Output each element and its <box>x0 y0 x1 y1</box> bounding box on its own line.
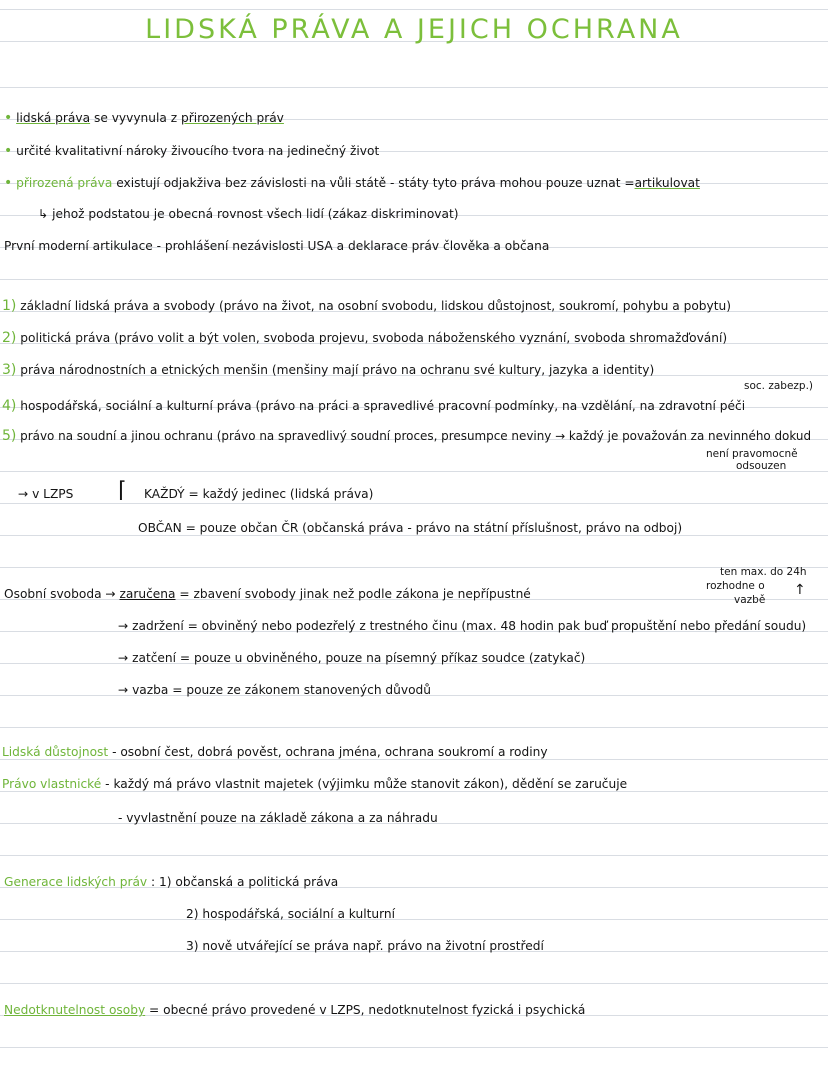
lzps-kazdy <box>144 486 373 502</box>
category-3 <box>2 362 654 378</box>
generation-item-3: 3) nově utvářející se práva např. právo na životní prostředí <box>186 939 544 953</box>
vazba: → vazba = pouze ze zákonem stanovených důvodů <box>118 683 432 697</box>
text: určité kvalitativní nároky živoucího tvora na jedinečný život <box>16 144 380 158</box>
zadrzeni: → zadržení = obviněný nebo podezřelý z trestného činu (max. 48 hodin pak buď propuštění nebo předání soudu) <box>118 619 807 633</box>
text: práva národnostních a etnických menšin (menšiny mají právo na ochranu své kultury, jazyka a identity) <box>20 363 655 377</box>
term-generations: Generace lidských práv <box>4 875 148 889</box>
presumption-note-1: není pravomocně <box>706 448 798 460</box>
category-5 <box>2 428 811 444</box>
page-title: LIDSKÁ PRÁVA A JEJICH OCHRANA <box>145 14 683 45</box>
generation-item-2: 2) hospodářská, sociální a kulturní <box>186 907 396 921</box>
bullet-dot: • <box>4 143 13 159</box>
property <box>2 776 627 792</box>
bullet-claims <box>4 143 379 159</box>
number: 1) <box>2 298 17 314</box>
text: = pouze občan ČR (občanská práva - právo na státní příslušnost, právo na odboj) <box>185 521 683 535</box>
term-natural-rights: přirozených práv <box>181 111 284 125</box>
bracket-icon: ⌈ <box>118 478 127 503</box>
property-sub: - vyvlastnění pouze na základě zákona a za náhradu <box>118 811 438 825</box>
number: 5) <box>2 428 17 444</box>
text: právo na soudní a jinou ochranu (právo na spravedlivý soudní proces, presumpce neviny → každý je považován za nevinného dokud <box>20 429 812 443</box>
text: se vyvynula z <box>93 111 178 125</box>
bullet-natural-rights-origin <box>4 110 284 126</box>
generations <box>4 874 338 890</box>
arrow-up-icon: ↑ <box>794 582 806 598</box>
term-natural-rights-highlight: přirozená práva <box>16 176 113 190</box>
dignity <box>2 744 548 760</box>
lzps-obcan <box>138 520 682 536</box>
bullet-dot: • <box>4 175 13 191</box>
inviolability <box>4 1002 585 1018</box>
text: základní lidská práva a svobody (právo na život, na osobní svobodu, lidskou důstojnost, soukromí, pohybu a pobytu) <box>20 299 731 313</box>
text: - osobní čest, dobrá pověst, ochrana jména, ochrana soukromí a rodiny <box>112 745 548 759</box>
generation-item: 1) občanská a politická práva <box>159 875 339 889</box>
soc-note: soc. zabezp.) <box>744 380 814 392</box>
number: 4) <box>2 398 17 414</box>
text: existují odjakživa bez závislosti na vůli státě - státy tyto práva mohou pouze uznat = <box>116 176 635 190</box>
term-personal-freedom: Osobní svoboda → <box>4 587 116 601</box>
presumption-note-2: odsouzen <box>736 460 787 472</box>
term-inviolability: Nedotknutelnost osoby <box>4 1003 146 1017</box>
bullet-natural-rights <box>4 175 700 191</box>
term-dignity: Lidská důstojnost <box>2 745 109 759</box>
personal-freedom <box>4 586 531 602</box>
zatceni: → zatčení = pouze u obviněného, pouze na písemný příkaz soudce (zatykač) <box>118 651 586 665</box>
custody-note-1: ten max. do 24h <box>720 566 807 578</box>
category-1 <box>2 298 731 314</box>
number: 3) <box>2 362 17 378</box>
term-property: Právo vlastnické <box>2 777 102 791</box>
term-human-rights: lidská práva <box>16 111 91 125</box>
text: politická práva (právo volit a být volen, svoboda projevu, svoboda náboženského vyznání, svoboda shromažďování) <box>20 331 728 345</box>
category-4 <box>2 398 745 414</box>
text: hospodářská, sociální a kulturní práva (právo na práci a spravedlivé pracovní podmínky, na vzdělání, na zdravotní péči <box>20 399 746 413</box>
natural-rights-subpoint: ↳ jehož podstatou je obecná rovnost všech lidí (zákaz diskriminovat) <box>38 207 459 221</box>
category-2 <box>2 330 727 346</box>
lzps-label: → v LZPS <box>18 487 74 501</box>
text: = zbavení svobody jinak než podle zákona je nepřípustné <box>179 587 531 601</box>
custody-note-3: vazbě <box>734 594 766 606</box>
term-kazdy: KAŽDÝ <box>144 487 185 501</box>
bullet-dot: • <box>4 110 13 126</box>
text: = každý jedinec (lidská práva) <box>188 487 374 501</box>
first-articulation: První moderní artikulace - prohlášení nezávislosti USA a deklarace práv člověka a občana <box>4 239 550 253</box>
term-guaranteed: zaručena <box>119 587 176 601</box>
text: = obecné právo provedené v LZPS, nedotknutelnost fyzická i psychická <box>149 1003 586 1017</box>
custody-note-2: rozhodne o <box>706 580 765 592</box>
term-articulate: artikulovat <box>634 176 700 190</box>
text: - každý má právo vlastnit majetek (výjimku může stanovit zákon), dědění se zaručuje <box>105 777 628 791</box>
text: : <box>151 875 156 889</box>
number: 2) <box>2 330 17 346</box>
term-obcan: OBČAN <box>138 521 182 535</box>
